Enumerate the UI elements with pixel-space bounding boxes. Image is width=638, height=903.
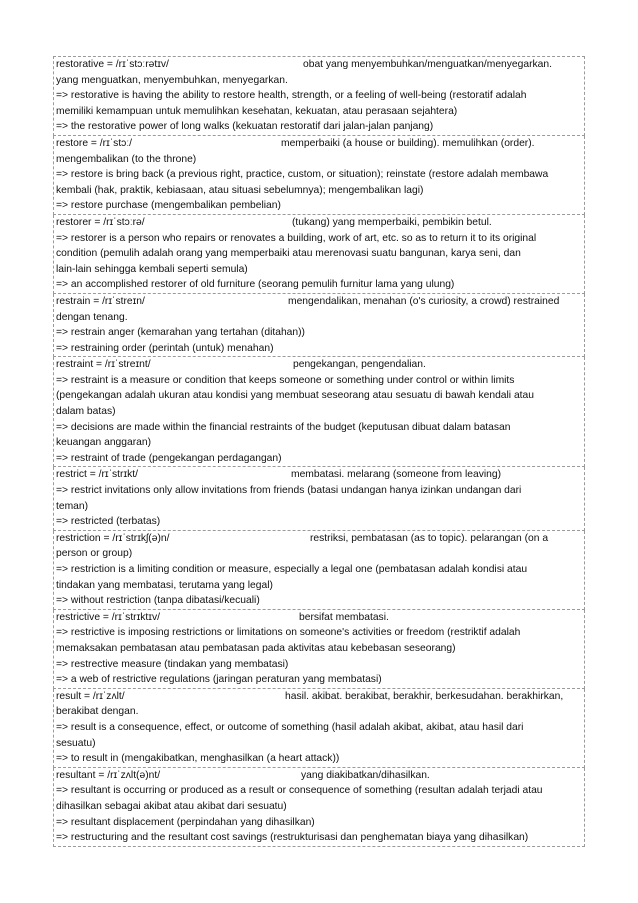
entry-headword: restraint = /rɪˈstreɪnt/ <box>56 359 151 371</box>
entry-line: lain-lain sehingga kembali seperti semula) <box>56 263 248 275</box>
entry-translation: memperbaiki (a house or building). memulihkan (order). <box>281 137 535 149</box>
entry-restore <box>53 136 585 215</box>
entry-translation: restriksi, pembatasan (as to topic). pelarangan (on a <box>310 532 549 544</box>
entry-line: => restrict invitations only allow invitations from friends (batasi undangan hanya izinkan undangan dari <box>56 485 522 497</box>
entry-line: => resultant displacement (perpindahan yang dihasilkan) <box>56 816 315 828</box>
entry-restrictive <box>53 610 585 689</box>
entry-restraint <box>53 357 585 467</box>
entry-line: berakibat dengan. <box>56 706 139 718</box>
entry-line: => resultant is occurring or produced as a result or consequence of something (resultan adalah terjadi atau <box>56 785 543 797</box>
entry-line: => restore purchase (mengembalikan pembelian) <box>56 200 281 212</box>
entry-line: => restore is bring back (a previous right, practice, custom, or situation); reinstate (restore adalah membawa <box>56 169 549 181</box>
entry-line: kembali (hak, praktik, kebiasaan, atau situasi sebelumnya); mengembalikan lagi) <box>56 184 424 196</box>
entry-restorer <box>53 215 585 294</box>
entry-header <box>56 136 582 152</box>
entry-translation: yang diakibatkan/dihasilkan. <box>301 769 430 781</box>
glossary-document <box>53 56 585 847</box>
entry-restorative <box>53 56 585 136</box>
entry-headword: restrain = /rɪˈstreɪn/ <box>56 295 145 307</box>
entry-translation: mengendalikan, menahan (o's curiosity, a crowd) restrained <box>288 295 560 307</box>
entry-translation: pengekangan, pengendalian. <box>293 359 426 371</box>
entry-headword: result = /rɪˈzʌlt/ <box>56 690 125 702</box>
entry-line: => result is a consequence, effect, or outcome of something (hasil adalah akibat, akibat, atau hasil dari <box>56 721 524 733</box>
entry-line: => restorative is having the ability to restore health, strength, or a feeling of well-being (restoratif adalah <box>56 90 527 102</box>
entry-header <box>56 57 582 73</box>
entry-line: => without restriction (tanpa dibatasi/kecuali) <box>56 595 260 607</box>
entry-translation: obat yang menyembuhkan/menguatkan/menyegarkan. <box>303 59 553 70</box>
entry-header <box>56 215 582 231</box>
entry-headword: restore = /rɪˈstɔː/ <box>56 137 133 149</box>
entry-restriction <box>53 531 585 610</box>
entry-translation: membatasi. melarang (someone from leaving) <box>291 469 502 481</box>
entry-translation: bersifat membatasi. <box>299 611 389 623</box>
entry-restrict <box>53 467 585 530</box>
entry-line: => restriction is a limiting condition or measure, especially a legal one (pembatasan adalah kondisi atau <box>56 564 528 575</box>
entry-headword: restriction = /rɪˈstrɪkʃ(ə)n/ <box>56 532 170 544</box>
entry-headword: restrict = /rɪˈstrɪkt/ <box>56 469 138 481</box>
entry-line: person or group) <box>56 548 133 560</box>
entry-line: => restrictive is imposing restrictions or limitations on someone's activities or freedom (restriktif adalah <box>56 627 521 639</box>
entry-translation: hasil. akibat. berakibat, berakhir, berkesudahan. berakhirkan, <box>285 690 564 702</box>
entry-resultant <box>53 768 585 847</box>
entry-line: mengembalikan (to the throne) <box>56 153 197 165</box>
entry-line: tindakan yang membatasi, terutama yang legal) <box>56 579 273 591</box>
entry-line: dengan tenang. <box>56 311 128 323</box>
entry-line: keuangan anggaran) <box>56 437 152 449</box>
entry-header <box>56 610 582 626</box>
entry-line: => restraint of trade (pengekangan perdagangan) <box>56 452 282 464</box>
entry-line: => restructuring and the resultant cost savings (restrukturisasi dan penghematan biaya yang dihasilkan) <box>56 832 529 844</box>
entry-headword: restrictive = /rɪˈstrɪktɪv/ <box>56 611 160 623</box>
entry-line: condition (pemulih adalah orang yang memperbaiki atau merenovasi suatu bangunan, karya seni, dan <box>56 248 521 260</box>
entry-header <box>56 294 582 310</box>
entry-line: dihasilkan sebagai akibat atau akibat dari sesuatu) <box>56 800 287 812</box>
entry-line: => to result in (mengakibatkan, menghasilkan (a heart attack)) <box>56 753 340 765</box>
entry-header <box>56 357 582 373</box>
entry-line: memaksakan pembatasan atau pembatasan pada aktivitas atau kebebasan seseorang) <box>56 642 456 654</box>
entry-header <box>56 531 582 547</box>
entry-line: => an accomplished restorer of old furniture (seorang pemulih furnitur lama yang ulung) <box>56 279 455 291</box>
entry-header <box>56 467 582 483</box>
entry-result <box>53 689 585 768</box>
entry-line: teman) <box>56 500 89 512</box>
entry-line: sesuatu) <box>56 737 96 749</box>
entry-line: yang menguatkan, menyembuhkan, menyegarkan. <box>56 74 288 86</box>
entry-line: memiliki kemampuan untuk memulihkan kesehatan, kekuatan, atau perasaan sejahtera) <box>56 105 458 117</box>
entry-line: => restorer is a person who repairs or renovates a building, work of art, etc. so as to return it to its original <box>56 232 537 244</box>
entry-translation: (tukang) yang memperbaiki, pembikin betul. <box>292 216 492 228</box>
entry-restrain <box>53 294 585 357</box>
entry-line: => a web of restrictive regulations (jaringan peraturan yang membatasi) <box>56 674 382 686</box>
entry-line: => restricted (terbatas) <box>56 516 161 528</box>
entry-line: => restraining order (perintah (untuk) menahan) <box>56 342 274 354</box>
entry-header <box>56 768 582 784</box>
entry-header <box>56 689 582 705</box>
entry-headword: restorer = /rɪˈstɔːrə/ <box>56 216 145 228</box>
entry-line: => decisions are made within the financial restraints of the budget (keputusan dibuat dalam batasan <box>56 421 511 433</box>
entry-line: dalam batas) <box>56 406 116 418</box>
entry-line: => restrective measure (tindakan yang membatasi) <box>56 658 289 670</box>
entry-headword: restorative = /rɪˈstɔːrətɪv/ <box>56 59 169 70</box>
entry-headword: resultant = /rɪˈzʌlt(ə)nt/ <box>56 769 161 781</box>
entry-line: => the restorative power of long walks (kekuatan restoratif dari jalan-jalan panjang) <box>56 121 434 133</box>
entry-line: => restrain anger (kemarahan yang tertahan (ditahan)) <box>56 327 305 339</box>
entry-line: (pengekangan adalah ukuran atau kondisi yang membuat seseorang atau sesuatu di bawah kendali atau <box>56 390 535 402</box>
entry-line: => restraint is a measure or condition that keeps someone or something under control or within limits <box>56 374 515 386</box>
